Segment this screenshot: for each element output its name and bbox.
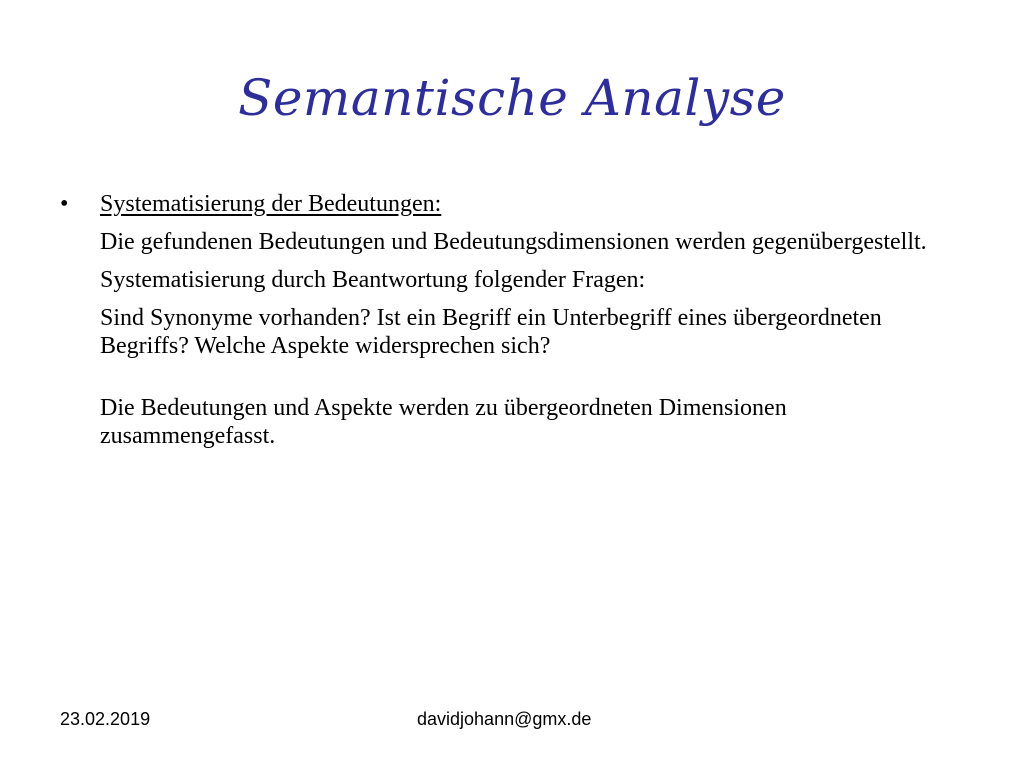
footer-email: davidjohann@gmx.de — [417, 709, 592, 729]
slide-title: Semantische Analyse — [238, 69, 786, 127]
bullet-icon: • — [60, 191, 69, 217]
bullet-item — [60, 190, 960, 218]
paragraph-4: Die Bedeutungen und Aspekte werden zu übergeordneten Dimensionen zusammengefasst. — [100, 395, 787, 449]
slide-body — [60, 190, 960, 460]
bullet-heading: Systematisierung der Bedeutungen: — [100, 191, 442, 217]
paragraph-3: Sind Synonyme vorhanden? Ist ein Begriff ein Unterbegriff eines übergeordneten Begriffs? Welche Aspekte widersprechen sich? — [100, 305, 882, 359]
footer-date: 23.02.2019 — [60, 709, 151, 729]
paragraph-2: Systematisierung durch Beantwortung folgender Fragen: — [100, 267, 646, 293]
paragraph-1: Die gefundenen Bedeutungen und Bedeutungsdimensionen werden gegenübergestellt. — [100, 229, 927, 255]
